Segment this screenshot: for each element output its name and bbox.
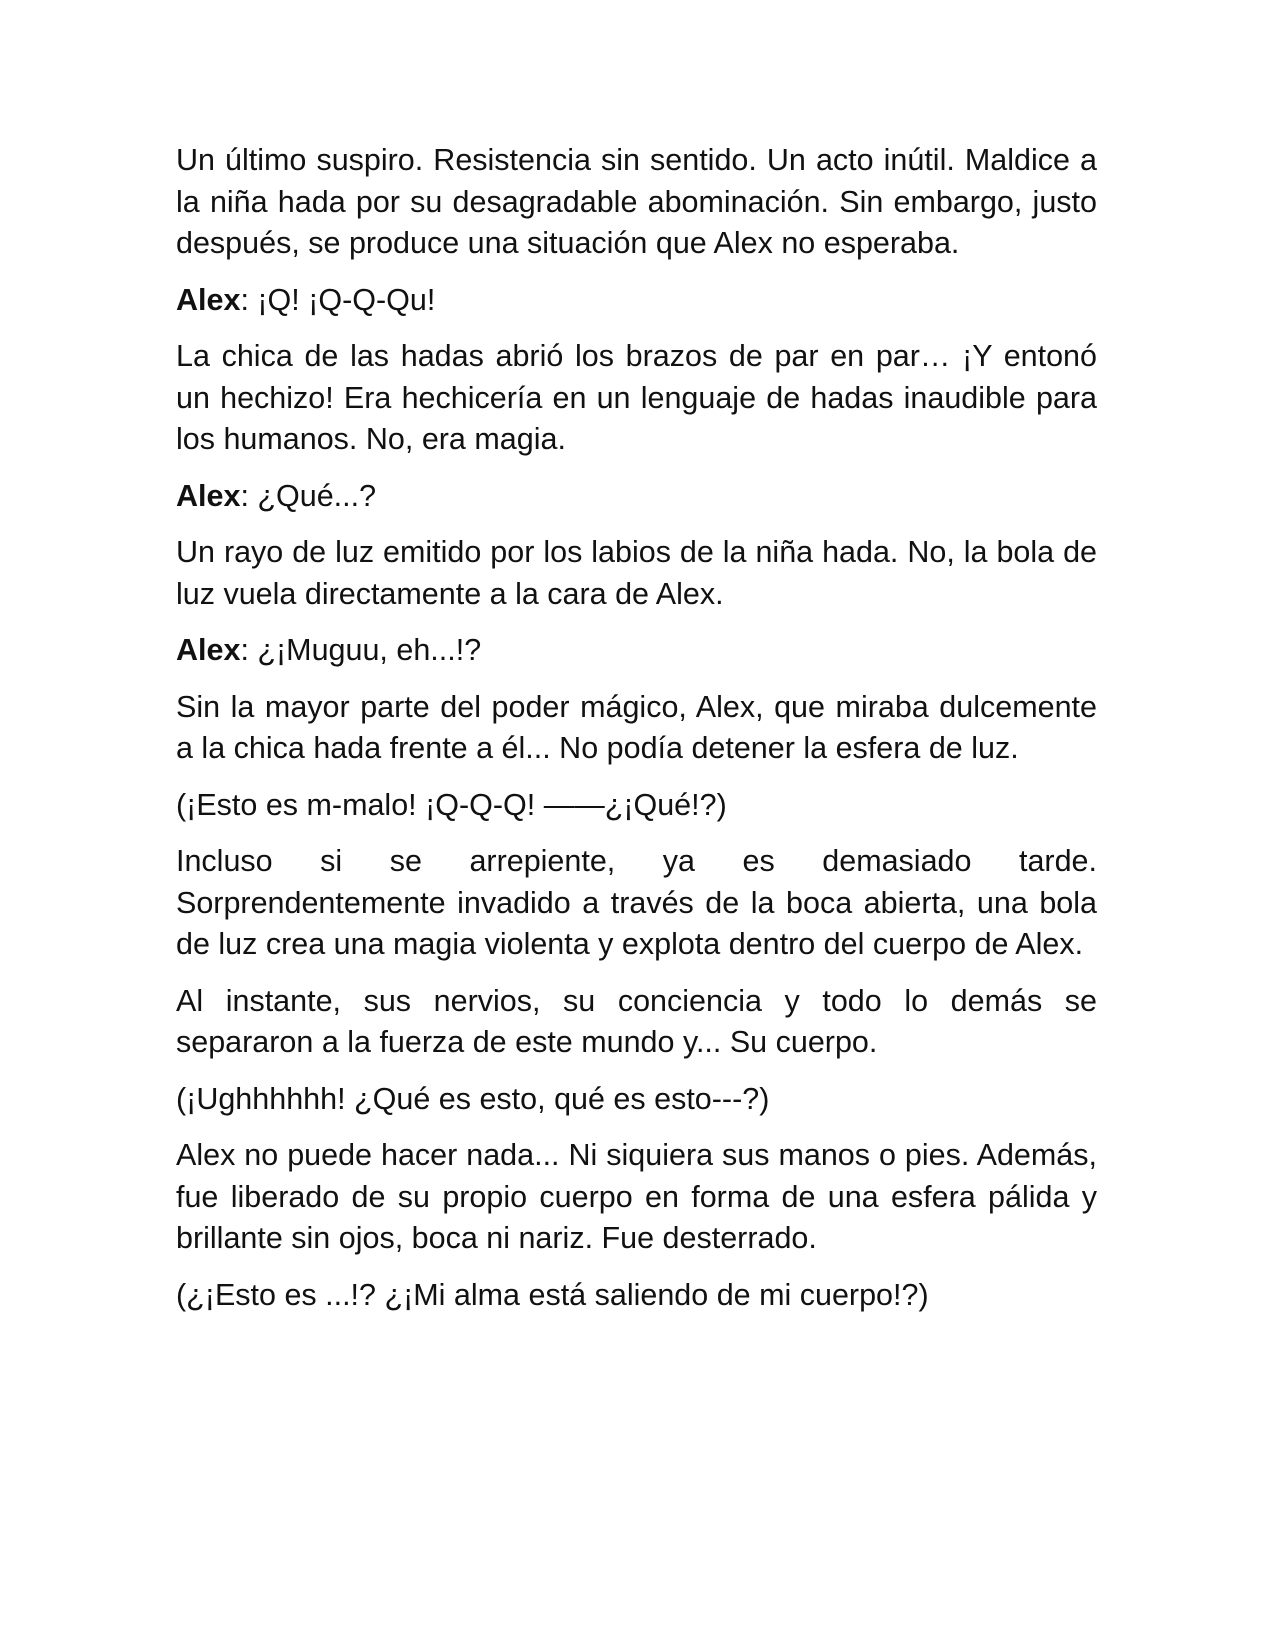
dialogue-text: : ¿Qué...? — [240, 478, 377, 513]
dialogue-line — [176, 476, 1097, 518]
dialogue-line — [176, 280, 1097, 322]
dialogue-text: : ¡Q! ¡Q-Q-Qu! — [240, 282, 436, 317]
thought-line: (¡Ughhhhhh! ¿Qué es esto, qué es esto---?) — [176, 1081, 770, 1116]
narration-paragraph: Un último suspiro. Resistencia sin sentido. Un acto inútil. Maldice a la niña hada por su desagradable abominación. Sin embargo, justo después, se produce una situación que Alex no esperaba. — [176, 143, 1097, 260]
narration-paragraph: Incluso si se arrepiente, ya es demasiado tarde. Sorprendentemente invadido a través de la boca abierta, una bola de luz crea una magia violenta y explota dentro del cuerpo de Alex. — [176, 844, 1097, 961]
thought-line: (¿¡Esto es ...!? ¿¡Mi alma está saliendo de mi cuerpo!?) — [176, 1277, 929, 1312]
narration-paragraph: La chica de las hadas abrió los brazos de par en par… ¡Y entonó un hechizo! Era hechicería en un lenguaje de hadas inaudible para los humanos. No, era magia. — [176, 339, 1097, 456]
speaker-name: Alex — [176, 282, 241, 317]
narration-paragraph: Al instante, sus nervios, su conciencia y todo lo demás se separaron a la fuerza de este mundo y... Su cuerpo. — [176, 983, 1097, 1059]
speaker-name: Alex — [176, 633, 241, 667]
narration-paragraph: Sin la mayor parte del poder mágico, Alex, que miraba dulcemente a la chica hada frente a él... No podía detener la esfera de luz. — [176, 689, 1097, 765]
document-page — [176, 140, 1097, 1331]
speaker-name: Alex — [176, 478, 241, 513]
narration-paragraph: Alex no puede hacer nada... Ni siquiera sus manos o pies. Además, fue liberado de su propio cuerpo en forma de una esfera pálida y brillante sin ojos, boca ni nariz. Fue desterrado. — [176, 1138, 1097, 1255]
narration-paragraph: Un rayo de luz emitido por los labios de la niña hada. No, la bola de luz vuela directamente a la cara de Alex. — [176, 535, 1097, 611]
thought-line: (¡Esto es m-malo! ¡Q-Q-Q! ——¿¡Qué!?) — [176, 787, 727, 822]
dialogue-text: : ¿¡Muguu, eh...!? — [240, 633, 482, 667]
dialogue-line — [176, 630, 1097, 672]
